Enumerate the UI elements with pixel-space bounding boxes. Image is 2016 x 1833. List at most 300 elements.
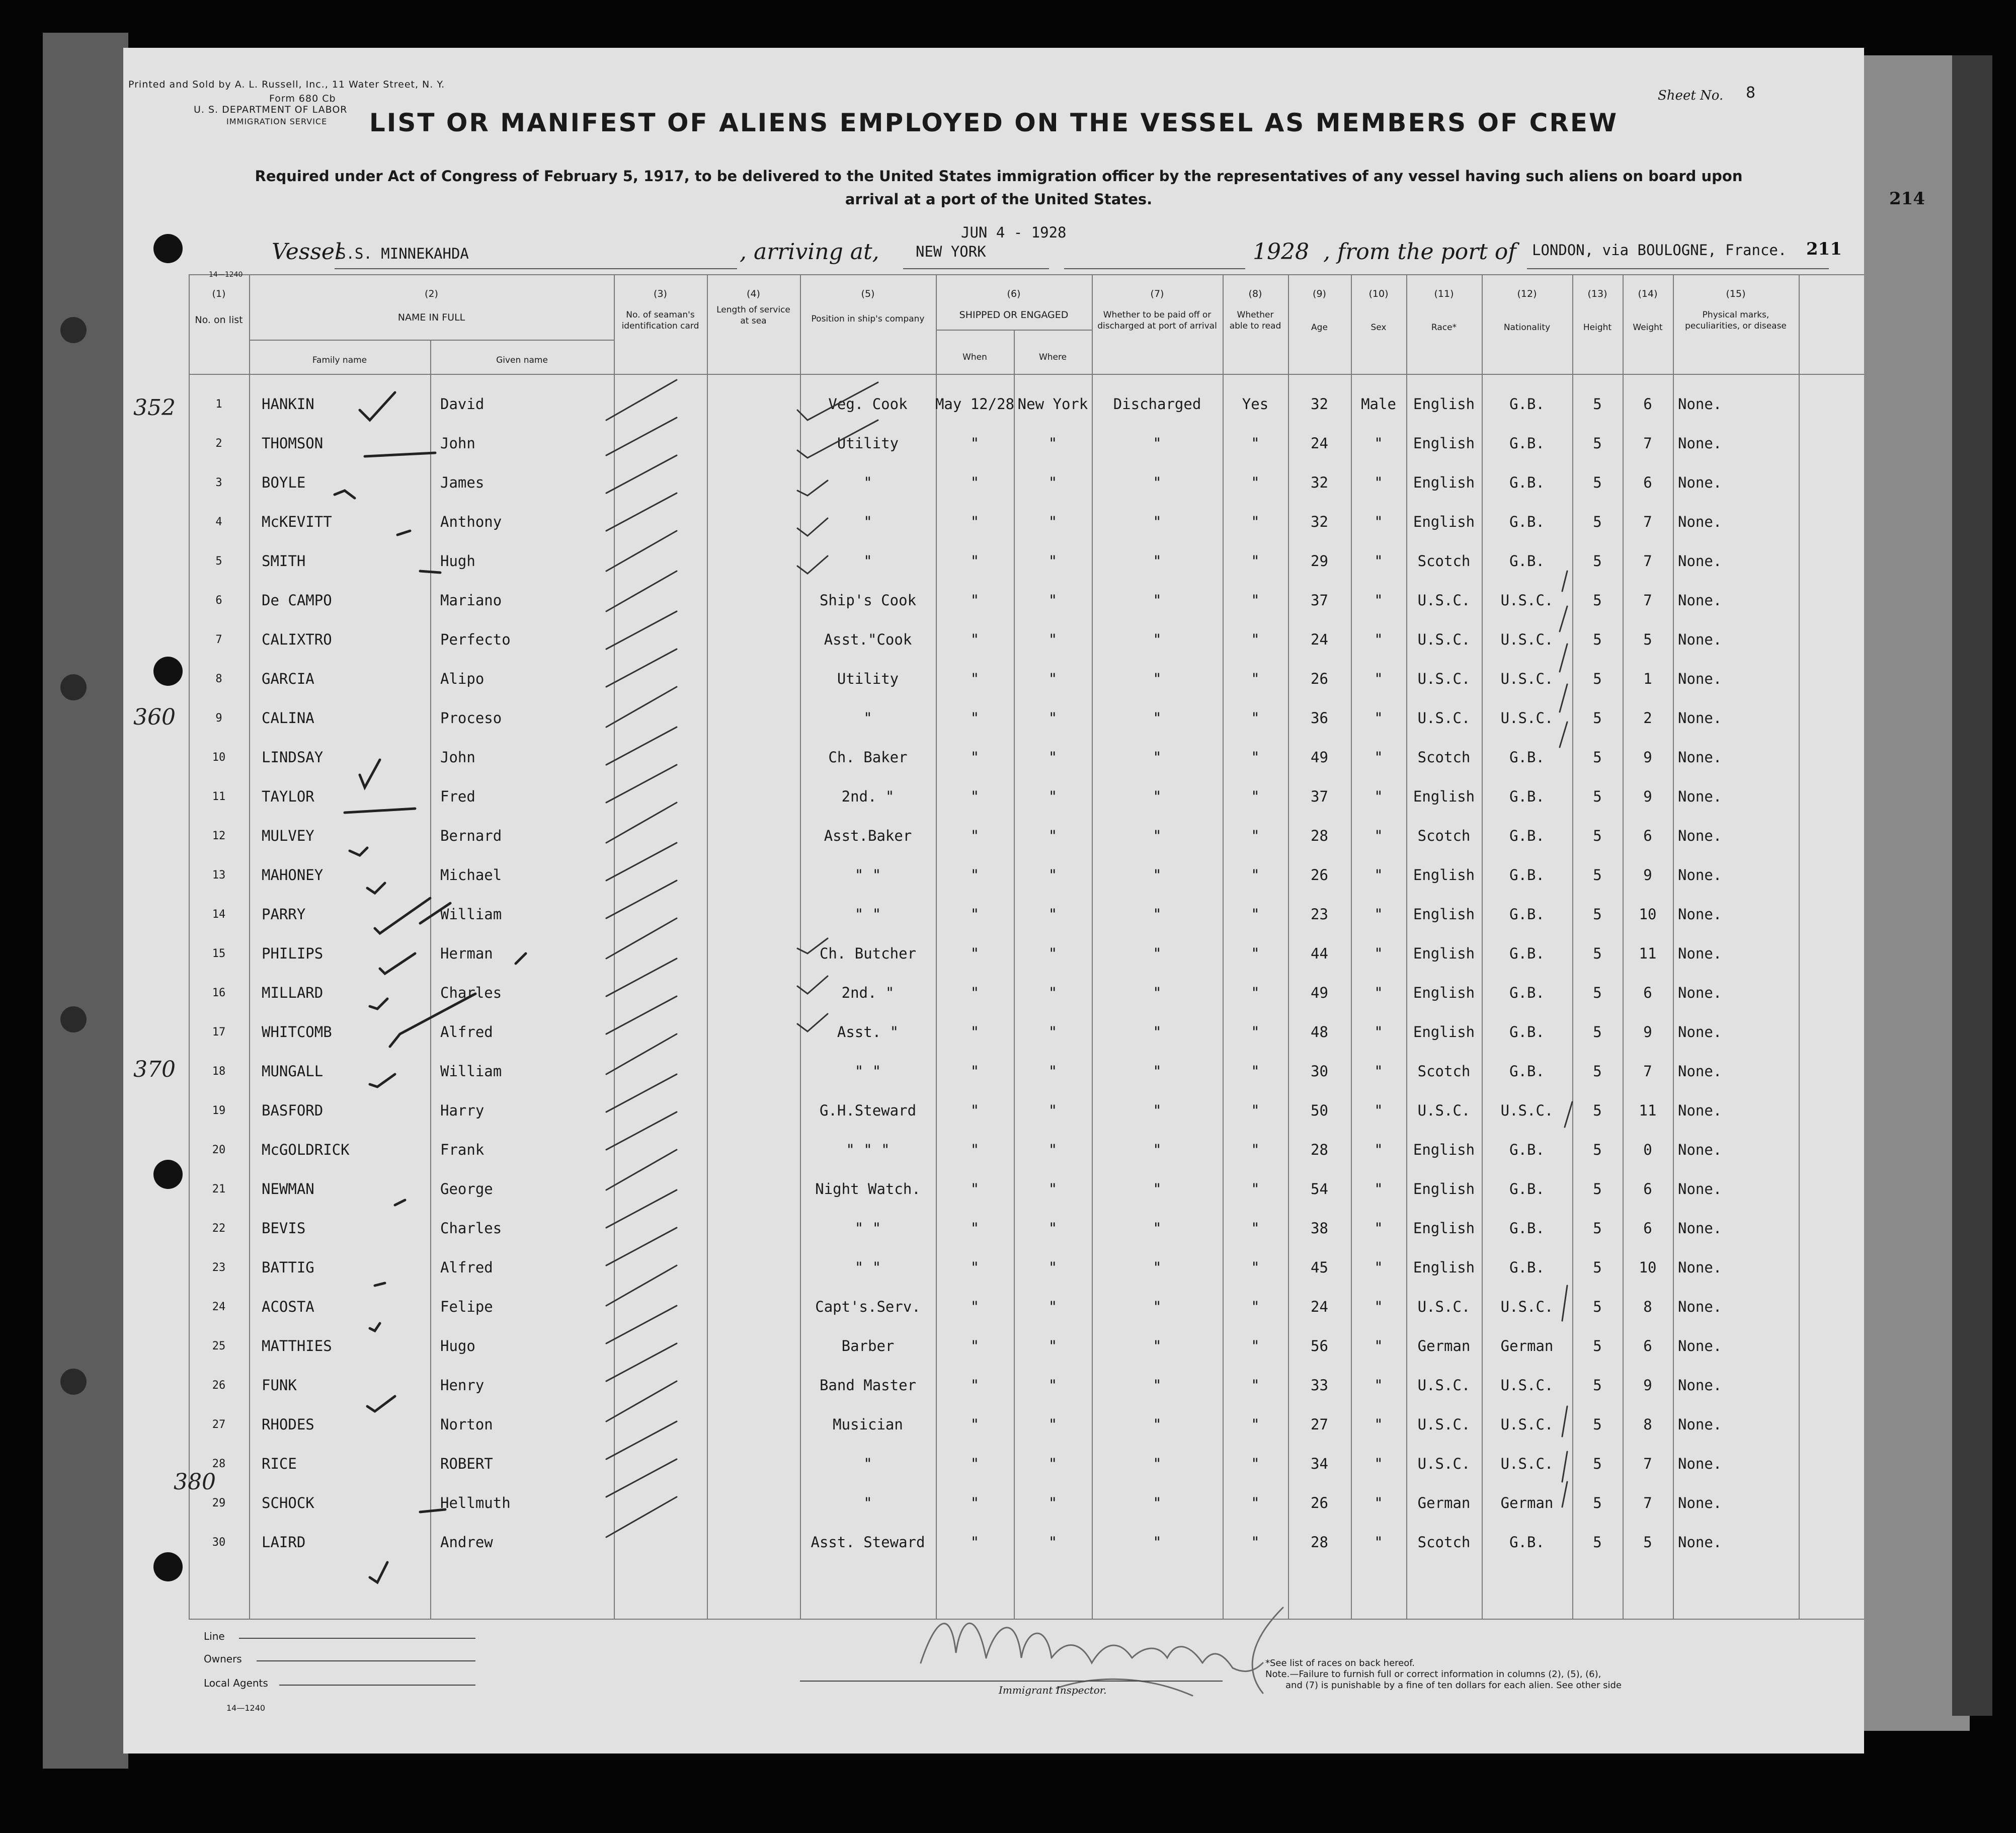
- cell-position: Band Master: [819, 1377, 917, 1394]
- cell-ht: 5: [1593, 866, 1602, 884]
- cell-where: ": [1048, 1455, 1058, 1472]
- cell-when: ": [970, 1337, 980, 1354]
- cell-race: U.S.C.: [1417, 1377, 1471, 1394]
- cell-paid: ": [1153, 513, 1162, 530]
- cell-read: ": [1251, 1141, 1260, 1158]
- cell-paid: ": [1153, 1337, 1162, 1354]
- cell-family: RHODES: [262, 1416, 314, 1433]
- cell-position: Musician: [833, 1416, 903, 1433]
- cell-sex: ": [1374, 866, 1383, 884]
- cell-given: Proceso: [440, 709, 502, 727]
- cell-race: Scotch: [1417, 749, 1471, 766]
- cell-sex: ": [1374, 1377, 1383, 1394]
- col-num-11: (11): [1434, 288, 1454, 299]
- binder-hole: [60, 1369, 87, 1395]
- header-where: Where: [1038, 352, 1067, 362]
- cell-no: 8: [215, 672, 222, 685]
- binder-hole: [60, 317, 87, 343]
- cell-wt: 9: [1643, 788, 1652, 805]
- cell-given: Alipo: [440, 670, 485, 687]
- cell-given: Bernard: [440, 827, 502, 844]
- sheet-number: 8: [1746, 84, 1756, 102]
- cell-marks: None.: [1678, 1063, 1722, 1080]
- cell-marks: None.: [1678, 395, 1722, 413]
- cell-nat: U.S.C.: [1500, 592, 1554, 609]
- cell-paid: ": [1153, 435, 1162, 452]
- cell-position: " ": [854, 1063, 881, 1080]
- cell-family: THOMSON: [262, 435, 324, 452]
- cell-position: 2nd. ": [841, 984, 895, 1001]
- cell-read: ": [1251, 1416, 1260, 1433]
- cell-nat: U.S.C.: [1500, 1377, 1554, 1394]
- cell-ht: 5: [1593, 513, 1602, 530]
- col-num-12: (12): [1517, 288, 1537, 299]
- cell-where: ": [1048, 906, 1058, 923]
- cell-paid: ": [1153, 1416, 1162, 1433]
- cell-family: CALINA: [262, 709, 314, 727]
- cell-ht: 5: [1593, 1063, 1602, 1080]
- left-page-edge: [43, 33, 128, 1769]
- penalty-note-2: and (7) is punishable by a fine of ten dollars for each alien. See other side: [1285, 1680, 1622, 1691]
- cell-wt: 6: [1643, 395, 1652, 413]
- cell-paid: ": [1153, 552, 1162, 570]
- cell-position: Barber: [841, 1337, 895, 1354]
- cell-age: 56: [1311, 1337, 1328, 1354]
- cell-sex: ": [1374, 749, 1383, 766]
- cell-nat: G.B.: [1509, 1259, 1545, 1276]
- header-marks: Physical marks, peculiarities, or disease: [1685, 310, 1787, 331]
- cell-no: 20: [212, 1143, 226, 1156]
- cell-no: 26: [212, 1379, 226, 1392]
- cell-position: ": [863, 552, 872, 570]
- cell-where: ": [1048, 827, 1058, 844]
- cell-where: New York: [1017, 395, 1088, 413]
- header-when: When: [962, 352, 987, 362]
- cell-sex: ": [1374, 1102, 1383, 1119]
- page-title: LIST OR MANIFEST OF ALIENS EMPLOYED ON THE VESSEL AS MEMBERS OF CREW: [369, 108, 1619, 137]
- cell-race: English: [1413, 1259, 1475, 1276]
- cell-where: ": [1048, 592, 1058, 609]
- cell-marks: None.: [1678, 670, 1722, 687]
- cell-given: Harry: [440, 1102, 485, 1119]
- cell-ht: 5: [1593, 1259, 1602, 1276]
- cell-when: ": [970, 1220, 980, 1237]
- cell-position: Utility: [837, 670, 899, 687]
- cell-marks: None.: [1678, 1534, 1722, 1551]
- cell-position: " ": [854, 906, 881, 923]
- cell-read: ": [1251, 1298, 1260, 1315]
- cell-given: Henry: [440, 1377, 485, 1394]
- cell-no: 18: [212, 1065, 226, 1078]
- col-num-3: (3): [654, 288, 667, 299]
- header-length-service: Length of service at sea: [716, 305, 790, 326]
- cell-given: James: [440, 474, 485, 491]
- header-read: Whether able to read: [1229, 310, 1281, 331]
- stamp-number-top: 214: [1889, 189, 1925, 209]
- cell-nat: G.B.: [1509, 866, 1545, 884]
- cell-when: ": [970, 435, 980, 452]
- cell-race: English: [1413, 1220, 1475, 1237]
- cell-marks: None.: [1678, 1494, 1722, 1511]
- cell-sex: ": [1374, 1220, 1383, 1237]
- cell-position: 2nd. ": [841, 788, 895, 805]
- cell-where: ": [1048, 1063, 1058, 1080]
- cell-nat: U.S.C.: [1500, 1298, 1554, 1315]
- year-value: 1928: [1253, 239, 1309, 265]
- cell-age: 33: [1311, 1377, 1328, 1394]
- service-name: IMMIGRATION SERVICE: [226, 117, 328, 126]
- col-num-10: (10): [1368, 288, 1389, 299]
- cell-position: Utility: [837, 435, 899, 452]
- cell-no: 16: [212, 986, 226, 999]
- cell-nat: U.S.C.: [1500, 709, 1554, 727]
- cell-age: 30: [1311, 1063, 1328, 1080]
- cell-age: 28: [1311, 1534, 1328, 1551]
- cell-no: 13: [212, 868, 226, 882]
- cell-paid: ": [1153, 866, 1162, 884]
- cell-no: 2: [215, 437, 222, 450]
- cell-given: Perfecto: [440, 631, 511, 648]
- cell-paid: ": [1153, 749, 1162, 766]
- cell-paid: ": [1153, 1220, 1162, 1237]
- cell-paid: ": [1153, 1023, 1162, 1041]
- cell-family: TAYLOR: [262, 788, 314, 805]
- cell-sex: ": [1374, 552, 1383, 570]
- footer-agents-rule: [279, 1685, 475, 1686]
- cell-marks: None.: [1678, 1455, 1722, 1472]
- cell-wt: 7: [1643, 552, 1652, 570]
- cell-sex: ": [1374, 1180, 1383, 1198]
- cell-race: English: [1413, 435, 1475, 452]
- cell-ht: 5: [1593, 670, 1602, 687]
- cell-wt: 5: [1643, 631, 1652, 648]
- cell-ht: 5: [1593, 1494, 1602, 1511]
- cell-paid: ": [1153, 788, 1162, 805]
- cell-where: ": [1048, 513, 1058, 530]
- cell-nat: G.B.: [1509, 906, 1545, 923]
- cell-read: ": [1251, 1220, 1260, 1237]
- cell-nat: G.B.: [1509, 1063, 1545, 1080]
- cell-wt: 6: [1643, 1220, 1652, 1237]
- cell-read: ": [1251, 670, 1260, 687]
- cell-ht: 5: [1593, 1377, 1602, 1394]
- cell-no: 29: [212, 1496, 226, 1509]
- cell-where: ": [1048, 866, 1058, 884]
- cell-age: 49: [1311, 749, 1328, 766]
- cell-read: ": [1251, 1180, 1260, 1198]
- cell-family: CALIXTRO: [262, 631, 332, 648]
- cell-read: ": [1251, 513, 1260, 530]
- cell-nat: G.B.: [1509, 984, 1545, 1001]
- cell-wt: 11: [1639, 945, 1657, 962]
- cell-given: Michael: [440, 866, 502, 884]
- cell-sex: ": [1374, 1416, 1383, 1433]
- cell-race: English: [1413, 945, 1475, 962]
- cell-when: May 12/28: [935, 395, 1015, 413]
- cell-wt: 9: [1643, 1377, 1652, 1394]
- cell-when: ": [970, 1416, 980, 1433]
- cell-sex: ": [1374, 1063, 1383, 1080]
- header-position: Position in ship's company: [811, 314, 925, 324]
- cell-no: 14: [212, 908, 226, 921]
- cell-wt: 8: [1643, 1298, 1652, 1315]
- cell-marks: None.: [1678, 1102, 1722, 1119]
- cell-nat: G.B.: [1509, 1220, 1545, 1237]
- cell-read: ": [1251, 827, 1260, 844]
- cell-age: 28: [1311, 1141, 1328, 1158]
- cell-when: ": [970, 866, 980, 884]
- margin-note: 360: [133, 704, 176, 730]
- cell-ht: 5: [1593, 1220, 1602, 1237]
- cell-no: 6: [215, 594, 222, 607]
- cell-where: ": [1048, 631, 1058, 648]
- cell-position: ": [863, 513, 872, 530]
- cell-paid: ": [1153, 1298, 1162, 1315]
- cell-race: U.S.C.: [1417, 670, 1471, 687]
- cell-wt: 7: [1643, 435, 1652, 452]
- cell-marks: None.: [1678, 866, 1722, 884]
- races-note: *See list of races on back hereof.: [1265, 1658, 1415, 1668]
- form-number: Form 680 Cb: [269, 93, 336, 104]
- cell-wt: 8: [1643, 1416, 1652, 1433]
- cell-position: Veg. Cook: [828, 395, 908, 413]
- margin-note: 370: [133, 1057, 176, 1082]
- cell-read: ": [1251, 749, 1260, 766]
- cell-read: ": [1251, 788, 1260, 805]
- cell-given: Hugo: [440, 1337, 475, 1354]
- cell-family: RICE: [262, 1455, 297, 1472]
- cell-where: ": [1048, 1102, 1058, 1119]
- cell-read: ": [1251, 1259, 1260, 1276]
- sheet-label: Sheet No.: [1658, 88, 1724, 103]
- cell-ht: 5: [1593, 631, 1602, 648]
- cell-given: Hellmuth: [440, 1494, 511, 1511]
- cell-nat: German: [1500, 1494, 1554, 1511]
- cell-ht: 5: [1593, 1298, 1602, 1315]
- col-num-1: (1): [212, 288, 226, 299]
- cell-race: English: [1413, 906, 1475, 923]
- cell-family: De CAMPO: [262, 592, 332, 609]
- cell-when: ": [970, 788, 980, 805]
- cell-sex: ": [1374, 827, 1383, 844]
- cell-position: G.H.Steward: [819, 1102, 917, 1119]
- cell-race: Scotch: [1417, 1534, 1471, 1551]
- cell-family: NEWMAN: [262, 1180, 314, 1198]
- cell-read: ": [1251, 945, 1260, 962]
- cell-marks: None.: [1678, 1141, 1722, 1158]
- cell-where: ": [1048, 1534, 1058, 1551]
- cell-race: English: [1413, 474, 1475, 491]
- cell-race: U.S.C.: [1417, 592, 1471, 609]
- cell-race: English: [1413, 1023, 1475, 1041]
- cell-paid: ": [1153, 1534, 1162, 1551]
- cell-age: 24: [1311, 1298, 1328, 1315]
- cell-marks: None.: [1678, 945, 1722, 962]
- department-name: U. S. DEPARTMENT OF LABOR: [194, 104, 348, 115]
- header-family-name: Family name: [312, 355, 367, 365]
- cell-when: ": [970, 906, 980, 923]
- cell-where: ": [1048, 670, 1058, 687]
- cell-when: ": [970, 1023, 980, 1041]
- cell-paid: ": [1153, 631, 1162, 648]
- cell-wt: 9: [1643, 749, 1652, 766]
- cell-family: SCHOCK: [262, 1494, 314, 1511]
- header-age: Age: [1311, 323, 1328, 333]
- cell-paid: ": [1153, 1455, 1162, 1472]
- cell-given: Frank: [440, 1141, 485, 1158]
- cell-when: ": [970, 945, 980, 962]
- cell-no: 28: [212, 1457, 226, 1470]
- cell-race: Scotch: [1417, 827, 1471, 844]
- cell-where: ": [1048, 1337, 1058, 1354]
- cell-marks: None.: [1678, 631, 1722, 648]
- cell-paid: ": [1153, 670, 1162, 687]
- cell-race: U.S.C.: [1417, 1102, 1471, 1119]
- cell-read: ": [1251, 709, 1260, 727]
- cell-nat: G.B.: [1509, 788, 1545, 805]
- cell-wt: 2: [1643, 709, 1652, 727]
- cell-race: U.S.C.: [1417, 1455, 1471, 1472]
- cell-race: English: [1413, 984, 1475, 1001]
- cell-paid: ": [1153, 1102, 1162, 1119]
- cell-age: 26: [1311, 1494, 1328, 1511]
- vessel-name: S.S. MINNEKAHDA: [337, 245, 469, 262]
- cell-ht: 5: [1593, 906, 1602, 923]
- cell-no: 10: [212, 751, 226, 764]
- header-given-name: Given name: [496, 355, 548, 365]
- cell-family: PHILIPS: [262, 945, 324, 962]
- cell-sex: ": [1374, 513, 1383, 530]
- cell-position: Asst.Baker: [824, 827, 912, 844]
- cell-marks: None.: [1678, 749, 1722, 766]
- header-race: Race*: [1431, 323, 1457, 333]
- cell-read: Yes: [1242, 395, 1269, 413]
- cell-position: " " ": [846, 1141, 890, 1158]
- footer-owners-label: Owners: [204, 1653, 242, 1665]
- cell-position: Ch. Baker: [828, 749, 908, 766]
- cell-wt: 6: [1643, 827, 1652, 844]
- cell-read: ": [1251, 1534, 1260, 1551]
- header-sex: Sex: [1370, 323, 1387, 333]
- cell-no: 15: [212, 947, 226, 960]
- cell-nat: G.B.: [1509, 1023, 1545, 1041]
- cell-read: ": [1251, 1377, 1260, 1394]
- cell-race: Scotch: [1417, 552, 1471, 570]
- header-paid-off: Whether to be paid off or discharged at port of arrival: [1097, 310, 1217, 331]
- col-num-9: (9): [1313, 288, 1326, 299]
- cell-given: Herman: [440, 945, 493, 962]
- cell-sex: ": [1374, 1534, 1383, 1551]
- cell-family: MULVEY: [262, 827, 314, 844]
- col-num-5: (5): [861, 288, 875, 299]
- cell-age: 36: [1311, 709, 1328, 727]
- right-page-shadow: [1952, 55, 1992, 1716]
- cell-family: McKEVITT: [262, 513, 332, 530]
- cell-nat: U.S.C.: [1500, 670, 1554, 687]
- cell-wt: 5: [1643, 1534, 1652, 1551]
- cell-marks: None.: [1678, 1180, 1722, 1198]
- cell-marks: None.: [1678, 1023, 1722, 1041]
- cell-sex: ": [1374, 1259, 1383, 1276]
- cell-when: ": [970, 1180, 980, 1198]
- cell-given: William: [440, 1063, 502, 1080]
- inspector-signature: [891, 1587, 1343, 1703]
- cell-no: 24: [212, 1300, 226, 1313]
- cell-sex: ": [1374, 1337, 1383, 1354]
- cell-nat: G.B.: [1509, 1534, 1545, 1551]
- cell-where: ": [1048, 709, 1058, 727]
- cell-when: ": [970, 552, 980, 570]
- cell-ht: 5: [1593, 1534, 1602, 1551]
- cell-ht: 5: [1593, 1416, 1602, 1433]
- cell-nat: German: [1500, 1337, 1554, 1354]
- margin-note: 352: [133, 395, 176, 421]
- cell-ht: 5: [1593, 435, 1602, 452]
- cell-race: English: [1413, 395, 1475, 413]
- cell-nat: G.B.: [1509, 1180, 1545, 1198]
- cell-family: FUNK: [262, 1377, 297, 1394]
- cell-wt: 6: [1643, 1180, 1652, 1198]
- cell-nat: U.S.C.: [1500, 1416, 1554, 1433]
- cell-age: 38: [1311, 1220, 1328, 1237]
- cell-given: Mariano: [440, 592, 502, 609]
- cell-position: Night Watch.: [815, 1180, 921, 1198]
- cell-paid: ": [1153, 1259, 1162, 1276]
- cell-read: ": [1251, 1023, 1260, 1041]
- cell-where: ": [1048, 1023, 1058, 1041]
- col-num-14: (14): [1638, 288, 1658, 299]
- cell-when: ": [970, 709, 980, 727]
- cell-no: 22: [212, 1222, 226, 1235]
- cell-position: Ch. Butcher: [819, 945, 917, 962]
- cell-age: 26: [1311, 670, 1328, 687]
- cell-given: Charles: [440, 984, 502, 1001]
- cell-age: 24: [1311, 435, 1328, 452]
- cell-marks: None.: [1678, 552, 1722, 570]
- cell-paid: ": [1153, 945, 1162, 962]
- cell-when: ": [970, 670, 980, 687]
- cell-position: Asst. ": [837, 1023, 899, 1041]
- footer-line-label: Line: [204, 1630, 225, 1642]
- cell-when: ": [970, 1377, 980, 1394]
- cell-age: 32: [1311, 513, 1328, 530]
- cell-when: ": [970, 1534, 980, 1551]
- cell-no: 30: [212, 1536, 226, 1549]
- cell-marks: None.: [1678, 788, 1722, 805]
- cell-age: 48: [1311, 1023, 1328, 1041]
- cell-family: ACOSTA: [262, 1298, 314, 1315]
- cell-sex: ": [1374, 1298, 1383, 1315]
- cell-wt: 1: [1643, 670, 1652, 687]
- penalty-note-1: Note.—Failure to furnish full or correct information in columns (2), (5), (6),: [1265, 1669, 1601, 1680]
- cell-age: 37: [1311, 788, 1328, 805]
- cell-age: 34: [1311, 1455, 1328, 1472]
- cell-age: 32: [1311, 474, 1328, 491]
- cell-marks: None.: [1678, 1377, 1722, 1394]
- cell-paid: ": [1153, 1180, 1162, 1198]
- cell-sex: ": [1374, 670, 1383, 687]
- cell-position: ": [863, 709, 872, 727]
- cell-given: John: [440, 749, 475, 766]
- col-num-6: (6): [1007, 288, 1021, 299]
- cell-wt: 7: [1643, 1063, 1652, 1080]
- cell-no: 5: [215, 554, 222, 568]
- cell-family: MUNGALL: [262, 1063, 324, 1080]
- cell-where: ": [1048, 749, 1058, 766]
- cell-nat: G.B.: [1509, 395, 1545, 413]
- cell-ht: 5: [1593, 1141, 1602, 1158]
- cell-given: ROBERT: [440, 1455, 493, 1472]
